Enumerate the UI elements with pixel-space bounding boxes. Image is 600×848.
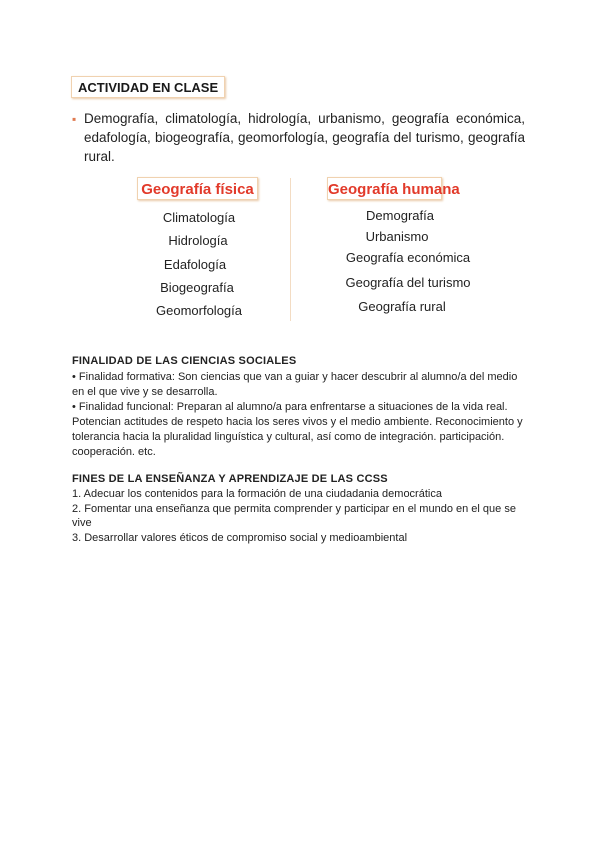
bullet-icon: ▪ (72, 112, 77, 126)
list-item: 3. Desarrollar valores éticos de compromiso social y medioambiental (72, 532, 408, 544)
list-item: 1. Adecuar los contenidos para la formación de una ciudadania democrática (72, 488, 442, 500)
human-item: Demografía (366, 208, 434, 223)
physical-item: Biogeografía (160, 280, 234, 295)
activity-title: ACTIVIDAD EN CLASE (71, 76, 225, 98)
list-item: vive (72, 517, 92, 529)
text-line: tolerancia hacia la pluralidad linguística y cultural, así como de integración. participación. (72, 431, 505, 443)
human-item: Geografía rural (358, 299, 446, 314)
human-item: Geografía del turismo (345, 275, 471, 290)
column-divider (290, 178, 291, 321)
human-geography-heading: Geografía humana (327, 177, 442, 200)
physical-item: Climatología (162, 210, 236, 225)
human-item: Urbanismo (365, 229, 429, 244)
bullet-line: Demografía, climatología, hidrología, urbanismo, geografía económica, (84, 111, 525, 126)
text-line: • Finalidad funcional: Preparan al alumno/a para enfrentarse a situaciones de la vida real. (72, 401, 508, 413)
text-line: cooperación. etc. (72, 446, 156, 458)
bullet-line: rural. (84, 149, 115, 164)
text-line: • Finalidad formativa: Son ciencias que van a guiar y hacer descubrir al alumno/a del medio (72, 371, 518, 383)
text-line: Potencian actitudes de respeto hacia los seres vivos y el medio ambiente. Reconocimiento y (72, 416, 523, 428)
bullet-line: edafología, biogeografía, geomorfología, geografía del turismo, geografía (84, 130, 525, 145)
fines-heading: FINES DE LA ENSEÑANZA Y APRENDIZAJE DE LAS CCSS (72, 473, 388, 485)
physical-item: Edafología (163, 257, 227, 272)
physical-item: Geomorfología (156, 303, 242, 318)
physical-geography-heading: Geografía física (137, 177, 258, 200)
list-item: 2. Fomentar una enseñanza que permita comprender y participar en el mundo en el que se (72, 503, 516, 515)
physical-item: Hidrología (168, 233, 228, 248)
finalidad-heading: FINALIDAD DE LAS CIENCIAS SOCIALES (72, 355, 297, 367)
text-line: en el que vive y se desarrolla. (72, 386, 218, 398)
human-item: Geografía económica (345, 250, 471, 265)
